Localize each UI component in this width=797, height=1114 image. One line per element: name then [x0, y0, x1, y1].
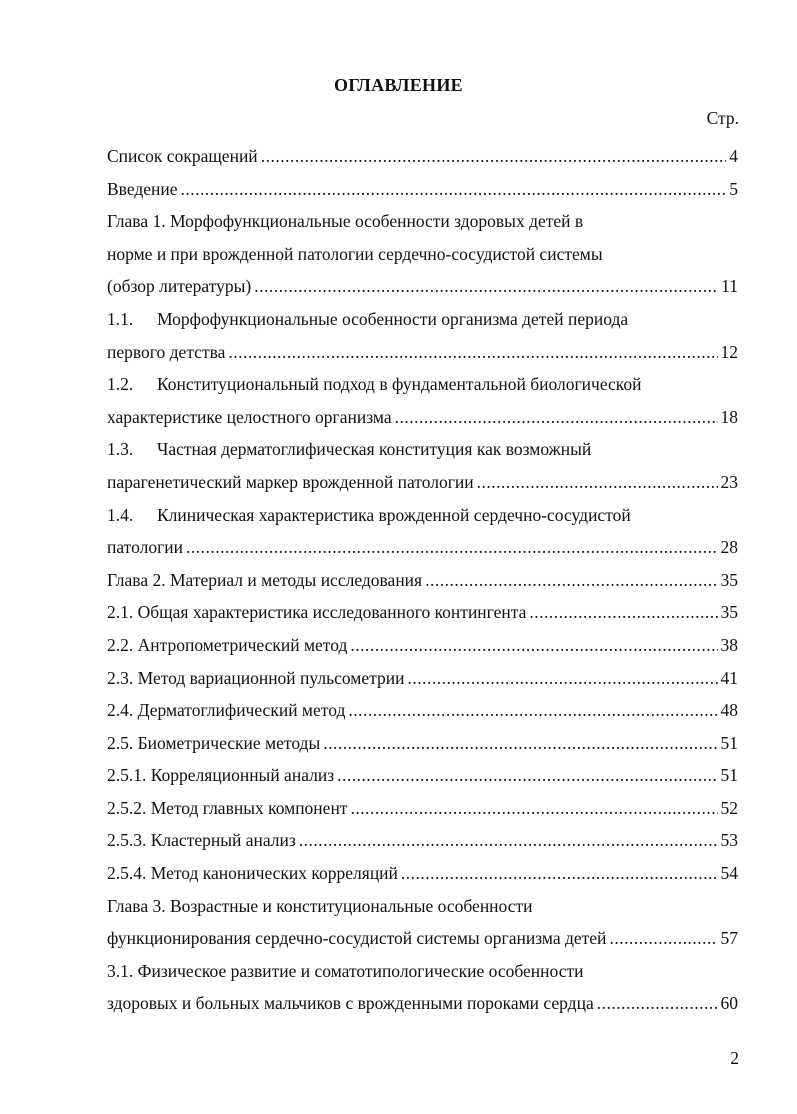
toc-entry-title: характеристике целостного организма [107, 406, 392, 427]
toc-entry-page: 23 [720, 471, 738, 492]
toc-entry-page: 52 [720, 797, 738, 818]
toc-entry [107, 564, 738, 597]
toc-entry-title: 2.5.4. Метод канонических корреляций [107, 863, 398, 884]
section-number: 1.1. [107, 308, 134, 329]
section-number: 1.3. [107, 439, 134, 460]
table-of-contents [107, 140, 738, 1020]
toc-entry-title: Конституциональный подход в фундаментальной биологической [157, 374, 642, 395]
toc-entry-title: Список сокращений [107, 146, 258, 166]
dot-leader [401, 857, 718, 890]
toc-entry-title: патологии [107, 537, 184, 558]
section-number: 1.2. [107, 374, 134, 395]
toc-entry [107, 824, 738, 857]
toc-entry-title: 3.1. Физическое развитие и соматотипологические особенности [107, 960, 584, 981]
toc-entry-title: 2.2. Антропометрический метод [107, 634, 348, 655]
toc-entry-title: Морфофункциональные особенности организма детей периода [157, 308, 629, 329]
toc-entry [107, 336, 738, 369]
dot-leader [477, 466, 718, 499]
toc-entry-title: Клиническая характеристика врожденной сердечно-сосудистой [157, 504, 631, 525]
toc-entry-title: 2.5.1. Корреляционный анализ [107, 765, 335, 786]
page-number: 2 [730, 1048, 739, 1068]
toc-entry-page: 60 [720, 993, 738, 1014]
toc-entry-page: 11 [721, 276, 738, 297]
toc-entry-title: Глава 1. Морфофункциональные особенности здоровых детей в [107, 211, 584, 232]
toc-entry-title: функционирования сердечно-сосудистой системы организма детей [107, 928, 607, 949]
toc-entry-line [107, 433, 738, 466]
toc-entry-line [107, 368, 738, 401]
toc-entry-title: парагенетический маркер врожденной патологии [107, 471, 474, 492]
dot-leader [609, 922, 717, 955]
dot-leader [323, 727, 717, 760]
toc-entry-title: (обзор литературы) [107, 276, 252, 297]
toc-entry [107, 987, 738, 1020]
dot-leader [350, 792, 717, 825]
toc-entry-title: 2.5.2. Метод главных компонент [107, 797, 348, 818]
toc-entry-page: 38 [720, 634, 738, 655]
toc-entry [107, 140, 738, 173]
toc-entry-title: здоровых и больных мальчиков с врожденными пороками сердца [107, 993, 594, 1014]
dot-leader [254, 270, 718, 303]
toc-entry [107, 922, 738, 955]
toc-entry-title: Глава 2. Материал и методы исследования [107, 569, 423, 590]
toc-entry [107, 596, 738, 629]
toc-entry [107, 531, 738, 564]
toc-entry [107, 792, 738, 825]
toc-entry [107, 759, 738, 792]
toc-entry-title: первого детства [107, 341, 226, 362]
toc-entry-page: 5 [729, 178, 738, 199]
page-title: ОГЛАВЛЕНИЕ [334, 75, 463, 95]
toc-entry [107, 401, 738, 434]
toc-entry-page: 12 [720, 341, 738, 362]
toc-entry [107, 694, 738, 727]
toc-entry [107, 173, 738, 206]
toc-entry-page: 35 [720, 569, 738, 590]
toc-entry-page: 53 [720, 830, 738, 851]
toc-entry-title: 2.1. Общая характеристика исследованного контингента [107, 602, 527, 623]
toc-entry-page: 51 [720, 732, 738, 753]
dot-leader [529, 596, 717, 629]
dot-leader [597, 987, 718, 1020]
dot-leader [407, 662, 717, 695]
toc-entry-title: Частная дерматоглифическая конституция как возможный [157, 439, 592, 460]
dot-leader [228, 336, 717, 369]
toc-entry-page: 54 [720, 863, 738, 884]
toc-entry-title: Введение [107, 178, 178, 199]
toc-entry-page: 35 [720, 602, 738, 623]
toc-entry-page: 28 [720, 537, 738, 558]
toc-entry-title: 2.5. Биометрические методы [107, 732, 321, 753]
dot-leader [425, 564, 717, 597]
dot-leader [261, 140, 727, 173]
dot-leader [348, 694, 717, 727]
toc-entry [107, 270, 738, 303]
toc-entry [107, 662, 738, 695]
toc-entry-title: 2.3. Метод вариационной пульсометрии [107, 667, 405, 688]
toc-entry [107, 466, 738, 499]
section-number: 1.4. [107, 504, 134, 525]
toc-entry-line [107, 955, 738, 988]
toc-entry-line [107, 303, 738, 336]
dot-leader [299, 824, 718, 857]
page-column-header: Стр. [706, 108, 739, 128]
toc-entry-page: 41 [720, 667, 738, 688]
toc-entry-line [107, 499, 738, 532]
toc-entry-page: 51 [720, 765, 738, 786]
toc-entry-line [107, 205, 738, 238]
dot-leader [337, 759, 717, 792]
dot-leader [395, 401, 718, 434]
dot-leader [186, 531, 717, 564]
toc-entry-page: 18 [720, 406, 738, 427]
toc-entry-line [107, 238, 738, 271]
toc-entry [107, 727, 738, 760]
toc-entry-page: 48 [720, 700, 738, 721]
toc-entry-page: 4 [729, 146, 738, 166]
toc-entry-page: 57 [720, 928, 738, 949]
toc-entry-title: 2.4. Дерматоглифический метод [107, 700, 346, 721]
toc-entry-title: 2.5.3. Кластерный анализ [107, 830, 296, 851]
toc-entry-line [107, 890, 738, 923]
dot-leader [181, 173, 727, 206]
toc-entry-title: норме и при врожденной патологии сердечно-сосудистой системы [107, 243, 603, 264]
dot-leader [350, 629, 717, 662]
toc-entry [107, 629, 738, 662]
toc-entry [107, 857, 738, 890]
toc-entry-title: Глава 3. Возрастные и конституциональные особенности [107, 895, 533, 916]
